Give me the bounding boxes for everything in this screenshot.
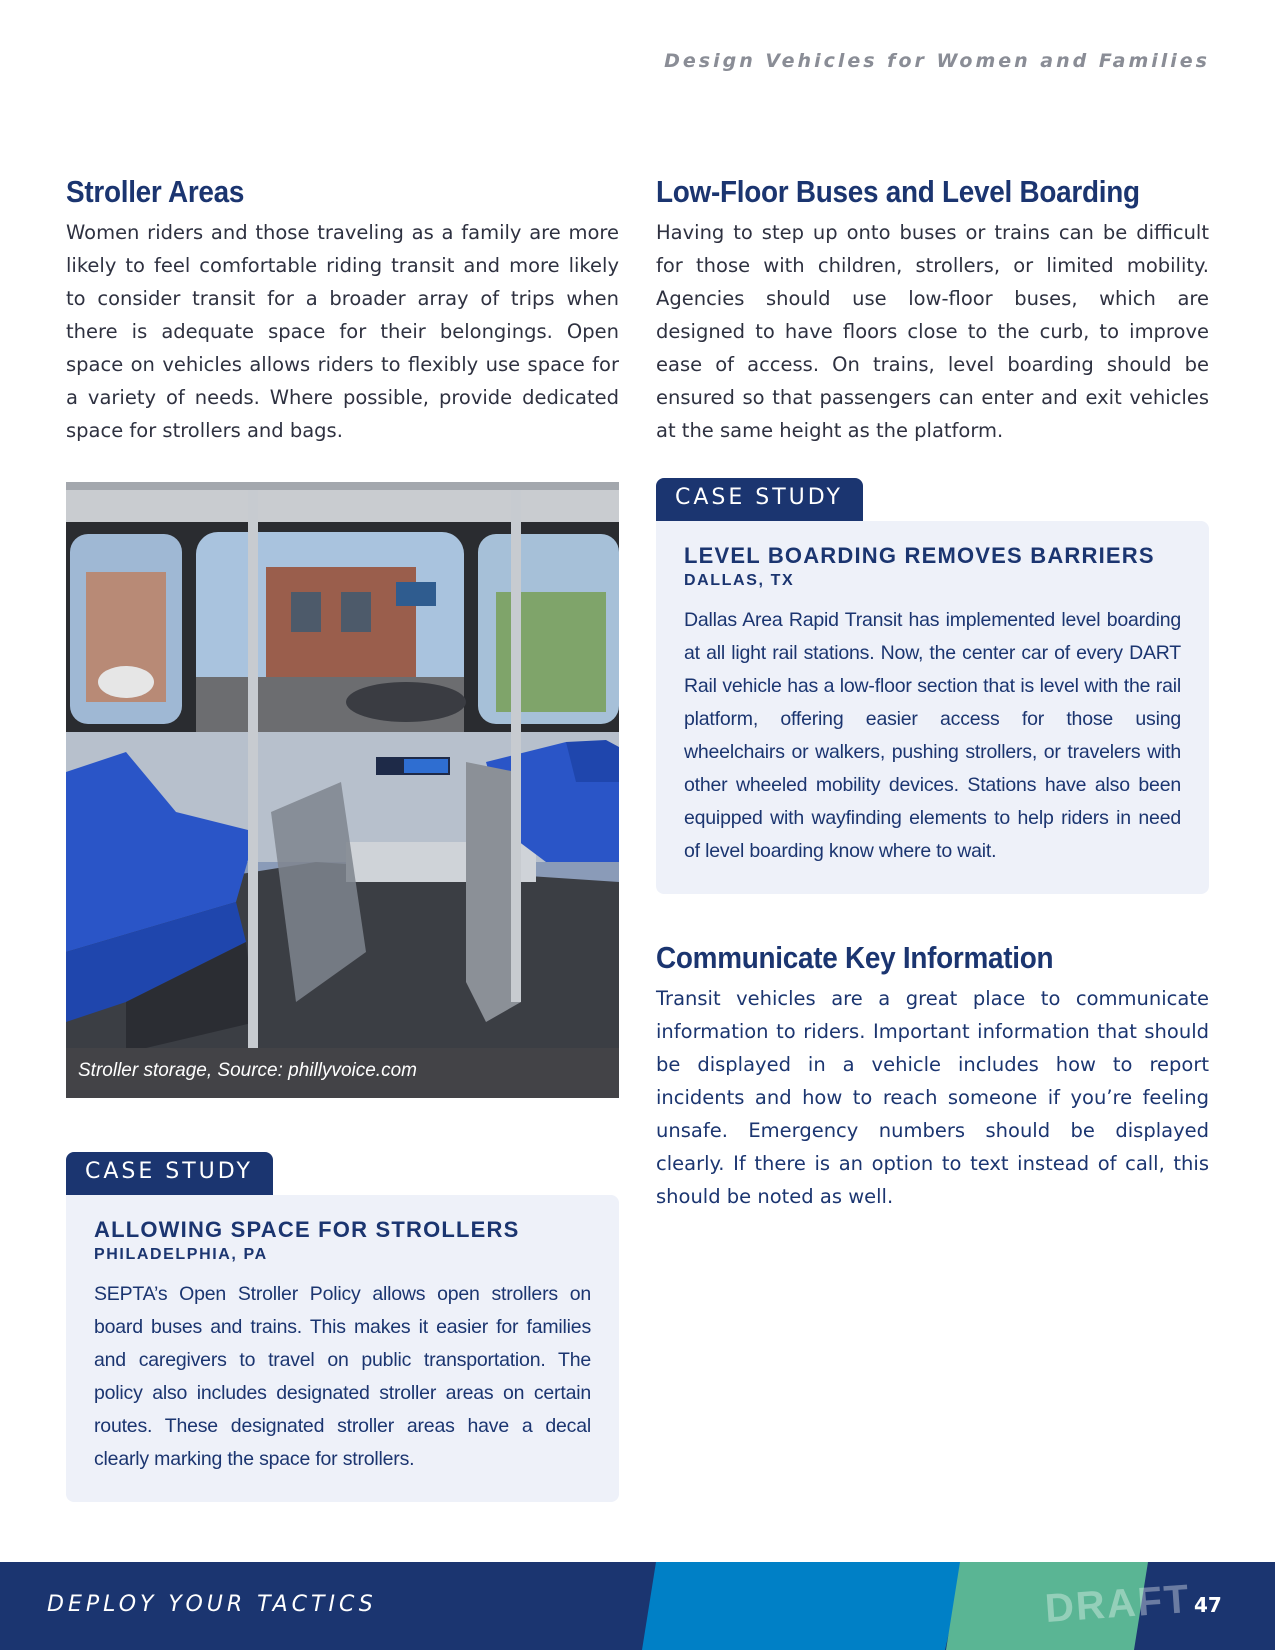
- running-header: Design Vehicles for Women and Families: [664, 50, 1210, 72]
- low-floor-title: Low-Floor Buses and Level Boarding: [656, 174, 1140, 209]
- case-study-title: LEVEL BOARDING REMOVES BARRIERS: [684, 543, 1155, 568]
- page-footer: [0, 1562, 1275, 1650]
- case-study-box: [66, 1195, 619, 1502]
- case-study-location: DALLAS, TX: [684, 572, 795, 589]
- case-study-location: PHILADELPHIA, PA: [94, 1246, 268, 1263]
- low-floor-body: Having to step up onto buses or trains can be difficult for those with children, strollers, or limited mobility. Agencies should use low-floor buses, which are designed to have floors close to the curb, to improve ease of access. On trains, level boarding should be ensured so that passengers can enter and exit vehicles at the same height as the platform.: [656, 221, 1209, 442]
- bus-interior-illustration: [66, 482, 619, 1048]
- photo-caption: Stroller storage, Source: phillyvoice.com: [66, 1048, 619, 1098]
- case-study-title: ALLOWING SPACE FOR STROLLERS: [94, 1217, 520, 1242]
- case-study-tab: CASE STUDY: [66, 1152, 273, 1195]
- case-study-level-boarding: [656, 478, 1209, 894]
- page-number: 47: [1194, 1593, 1222, 1617]
- right-column: [656, 172, 1209, 447]
- case-study-strollers: [66, 1152, 619, 1502]
- case-study-text: Dallas Area Rapid Transit has implemented level boarding at all light rail stations. Now, the center car of every DART Rail vehicle has a low-floor section that is level with the rail platform, offering easier access for those using wheelchairs or walkers, pushing strollers, or travelers with other wheeled mobility devices. Stations have also been equipped with wayfinding elements to help riders in need of level boarding know where to wait.: [684, 609, 1181, 862]
- communicate-title: Communicate Key Information: [656, 940, 1054, 975]
- bus-interior-photo: [66, 482, 619, 1098]
- case-study-box: [656, 521, 1209, 894]
- communicate-body: Transit vehicles are a great place to communicate information to riders. Important information that should be displayed in a vehicle includes how to report incidents and how to reach someone if you’re feeling unsafe. Emergency numbers should be displayed clearly. If there is an option to text instead of call, this should be noted as well.: [656, 987, 1209, 1208]
- stroller-areas-title: Stroller Areas: [66, 174, 245, 209]
- stroller-areas-body: Women riders and those traveling as a family are more likely to feel comfortable riding transit and more likely to consider transit for a broader array of trips when there is adequate space for their belongings. Open space on vehicles allows riders to flexibly use space for a variety of needs. Where possible, provide dedicated space for strollers and bags.: [66, 221, 619, 442]
- draft-watermark: DRAFT: [1043, 1576, 1192, 1632]
- communicate-section: [656, 938, 1209, 1213]
- case-study-text: SEPTA’s Open Stroller Policy allows open strollers on board buses and trains. This makes it easier for families and caregivers to travel on public transportation. The policy also includes designated stroller areas on certain routes. These designated stroller areas have a decal clearly marking the space for strollers.: [94, 1283, 591, 1470]
- case-study-tab: CASE STUDY: [656, 478, 863, 521]
- footer-section-label: DEPLOY YOUR TACTICS: [47, 1592, 377, 1617]
- left-column: [66, 172, 619, 447]
